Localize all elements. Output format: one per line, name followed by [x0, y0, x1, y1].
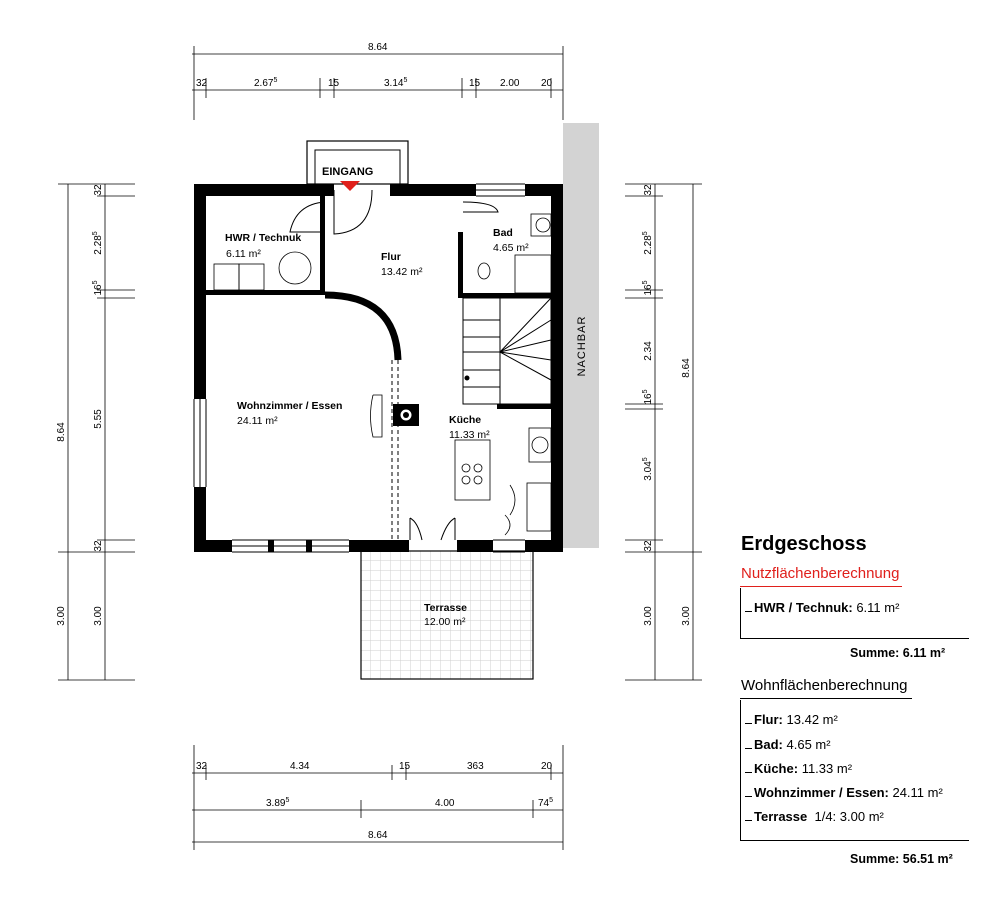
dim-label — [92, 231, 104, 254]
terrace — [361, 551, 533, 679]
row-value: 3.00 m² — [839, 809, 884, 824]
dim-value: 3.14 — [384, 78, 404, 89]
wohn-row — [745, 761, 852, 776]
dim-value: 2.28 — [93, 235, 104, 255]
row-label: Wohnzimmer / Essen: — [754, 785, 889, 800]
dim-label — [266, 797, 289, 809]
dim-label: 2.34 — [643, 341, 654, 361]
dim-value: 74 — [538, 798, 550, 809]
room-name: Terrasse — [424, 602, 468, 614]
room-name: Bad — [493, 227, 513, 239]
room-area: 13.42 m² — [381, 266, 423, 278]
row-extra: 1/4: — [814, 809, 837, 824]
dim-label: 3.00 — [643, 606, 654, 626]
dim-label: 8.64 — [368, 42, 388, 53]
curved-wall — [325, 295, 398, 360]
dim-sup: 5 — [642, 231, 649, 236]
dim-label: 8.64 — [368, 830, 388, 841]
row-label: HWR / Technuk: — [754, 600, 853, 615]
row-tick — [745, 819, 752, 821]
row-value: 6.11 m² — [856, 600, 900, 615]
nutz-sum: Summe: 6.11 m² — [850, 646, 946, 660]
dim-sup: 5 — [642, 457, 649, 462]
dim-label: 8.64 — [56, 422, 67, 442]
dim-label: 32 — [196, 761, 208, 772]
room-area: 4.65 m² — [493, 242, 529, 254]
dim-label: 3.00 — [681, 606, 692, 626]
dim-label — [384, 77, 407, 89]
row-value: 4.65 m² — [786, 737, 831, 752]
summary-title: Erdgeschoss — [741, 533, 867, 555]
row-value: 11.33 m² — [801, 761, 853, 776]
dim-value: 16 — [643, 393, 654, 405]
dim-label — [642, 231, 654, 254]
room-area: 6.11 m² — [226, 248, 261, 260]
dim-label: 5.55 — [93, 409, 104, 429]
dim-label: 20 — [541, 761, 553, 772]
dim-label: 15 — [399, 761, 411, 772]
nutz-row — [745, 600, 899, 615]
row-tick — [745, 771, 752, 773]
dim-label: 4.00 — [435, 798, 455, 809]
dim-value: 3.04 — [643, 461, 654, 481]
dim-value: 3.89 — [266, 798, 286, 809]
row-label: Flur: — [754, 712, 783, 727]
dim-label: 363 — [467, 761, 484, 772]
dim-sup: 5 — [92, 280, 99, 285]
wohn-row — [745, 712, 838, 727]
dim-label: 32 — [643, 540, 654, 552]
dim-value: 2.67 — [254, 78, 274, 89]
wohn-sum: Summe: 56.51 m² — [850, 852, 953, 866]
dim-label — [642, 389, 654, 404]
nutzflaeche-underline — [740, 586, 902, 587]
room-name: HWR / Technuk — [225, 232, 302, 244]
room-area: 24.11 m² — [237, 415, 278, 427]
dim-label: 32 — [93, 184, 104, 196]
wohn-row — [745, 809, 884, 824]
row-label: Terrasse — [754, 809, 808, 824]
room-area: 11.33 m² — [449, 429, 490, 441]
staircase — [463, 298, 551, 404]
dim-label — [254, 77, 277, 89]
nutzflaeche-heading: Nutzflächenberechnung — [741, 565, 900, 582]
dim-label — [642, 280, 654, 295]
room-name: Küche — [449, 414, 482, 426]
dim-sup: 5 — [642, 280, 649, 285]
room-name: Flur — [381, 251, 401, 263]
wohnflaeche-underline — [740, 698, 912, 699]
dim-sup: 5 — [549, 797, 554, 804]
dim-sup: 5 — [285, 797, 290, 804]
dim-label — [92, 280, 104, 295]
dim-label: 3.00 — [56, 606, 67, 626]
dim-label: 32 — [643, 184, 654, 196]
dim-label — [642, 457, 654, 480]
room-name: Wohnzimmer / Essen — [237, 400, 343, 412]
dim-label: 15 — [469, 78, 481, 89]
dim-label: 8.64 — [681, 358, 692, 378]
dim-label: 15 — [328, 78, 340, 89]
row-value: 24.11 m² — [892, 785, 943, 800]
dimension-lines — [58, 46, 702, 850]
row-tick — [745, 795, 752, 797]
dim-label: 4.34 — [290, 761, 310, 772]
row-tick — [745, 722, 752, 724]
dim-sup: 5 — [92, 231, 99, 236]
open-partition — [392, 360, 398, 540]
dim-label: 32 — [196, 78, 208, 89]
row-label: Bad: — [754, 737, 783, 752]
dim-label: 32 — [93, 540, 104, 552]
dim-sup: 5 — [642, 389, 649, 394]
dim-label — [538, 797, 553, 809]
entrance-label: EINGANG — [322, 166, 374, 178]
dim-value: 2.28 — [643, 235, 654, 255]
row-tick — [745, 747, 752, 749]
dim-sup: 5 — [403, 77, 408, 84]
dim-value: 16 — [93, 284, 104, 296]
dim-label: 20 — [541, 78, 553, 89]
row-value: 13.42 m² — [786, 712, 838, 727]
row-tick — [745, 610, 752, 612]
dim-label: 3.00 — [93, 606, 104, 626]
row-label: Küche: — [754, 761, 799, 776]
entrance-arrow-icon — [340, 181, 360, 191]
dim-label: 2.00 — [500, 78, 520, 89]
wohnflaeche-heading: Wohnflächenberechnung — [741, 677, 908, 694]
wohn-row — [745, 737, 831, 752]
dim-sup: 5 — [273, 77, 278, 84]
room-area: 12.00 m² — [424, 616, 466, 628]
nachbar-label: NACHBAR — [576, 315, 588, 377]
wohn-row — [745, 785, 943, 800]
dim-value: 16 — [643, 284, 654, 296]
